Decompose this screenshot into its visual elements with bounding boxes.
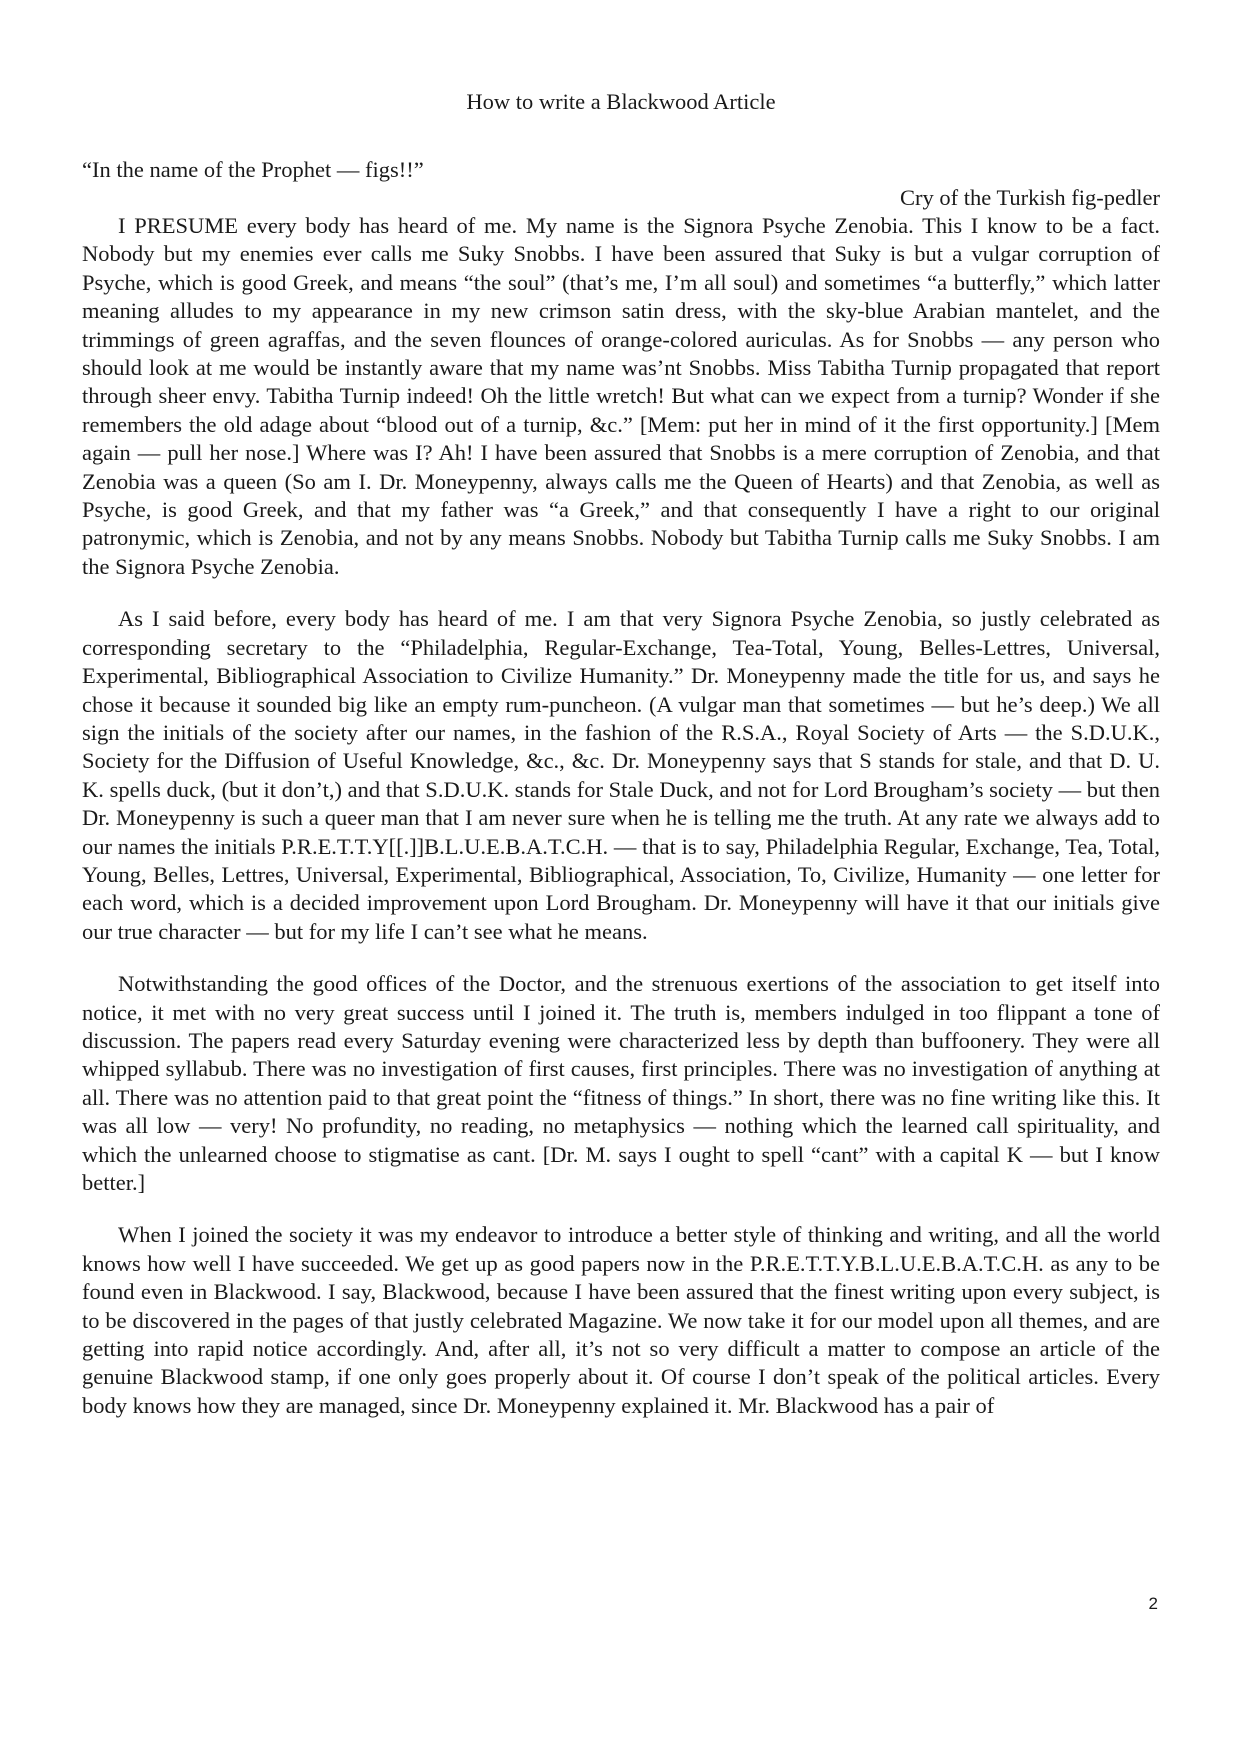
paragraph: Notwithstanding the good offices of the Doctor, and the strenuous exertions of the association to get itself into notice, it met with no very great success until I joined it. The truth is, members indulged in too flippant a tone of discussion. The papers read every Saturday evening were characterized less by depth than buffoonery. They were all whipped syllabub. There was no investigation of first causes, first principles. There was no investigation of anything at all. There was no attention paid to that great point the “fitness of things.” In short, there was no fine writing like this. It was all low — very! No profundity, no reading, no metaphysics — nothing which the learned call spirituality, and which the unlearned choose to stigmatise as cant. [Dr. M. says I ought to spell “cant” with a capital K — but I know better.] xyxy=(82,971,1160,1195)
epigraph: “In the name of the Prophet — figs!!” xyxy=(82,157,424,182)
paragraph: As I said before, every body has heard of me. I am that very Signora Psyche Zenobia, so justly celebrated as corresponding secretary to the “Philadelphia, Regular-Exchange, Tea-Total, Young, Belles-Lettres, Universal, Experimental, Bibliographical Association to Civilize Humanity.” Dr. Moneypenny made the title for us, and says he chose it because it sounded big like an empty rum-puncheon. (A vulgar man that sometimes — but he’s deep.) We all sign the initials of the society after our names, in the fashion of the R.S.A., Royal Society of Arts — the S.D.U.K., Society for the Diffusion of Useful Knowledge, &c., &c. Dr. Moneypenny says that S stands for stale, and that D. U. K. spells duck, (but it don’t,) and that S.D.U.K. stands for Stale Duck, and not for Lord Brougham’s society — but then Dr. Moneypenny is such a queer man that I am never sure when he is telling me the truth. At any rate we always add to our names the initials P.R.E.T.T.Y[[.]]B.L.U.E.B.A.T.C.H. — that is to say, Philadelphia Regular, Exchange, Tea, Total, Young, Belles, Lettres, Universal, Experimental, Bibliographical, Association, To, Civilize, Humanity — one letter for each word, which is a decided improvement upon Lord Brougham. Dr. Moneypenny will have it that our initials give our true character — but for my life I can’t see what he means. xyxy=(82,606,1160,944)
paragraph: I PRESUME every body has heard of me. My name is the Signora Psyche Zenobia. This I know to be a fact. Nobody but my enemies ever calls me Suky Snobbs. I have been assured that Suky is but a vulgar corruption of Psyche, which is good Greek, and means “the soul” (that’s me, I’m all soul) and sometimes “a butterfly,” which latter meaning alludes to my appearance in my new crimson satin dress, with the sky-blue Arabian mantelet, and the trimmings of green agraffas, and the seven flounces of orange-colored auriculas. As for Snobbs — any person who should look at me would be instantly aware that my name was’nt Snobbs. Miss Tabitha Turnip propagated that report through sheer envy. Tabitha Turnip indeed! Oh the little wretch! But what can we expect from a turnip? Wonder if she remembers the old adage about “blood out of a turnip, &c.” [Mem: put her in mind of it the first opportunity.] [Mem again — pull her nose.] Where was I? Ah! I have been assured that Snobbs is a mere corruption of Zenobia, and that Zenobia was a queen (So am I. Dr. Moneypenny, always calls me the Queen of Hearts) and that Zenobia, as well as Psyche, is good Greek, and that my father was “a Greek,” and that consequently I have a right to our original patronymic, which is Zenobia, and not by any means Snobbs. Nobody but Tabitha Turnip calls me Suky Snobbs. I am the Signora Psyche Zenobia. xyxy=(82,213,1160,579)
paragraph: When I joined the society it was my endeavor to introduce a better style of thinking and writing, and all the world knows how well I have succeeded. We get up as good papers now in the P.R.E.T.T.Y.B.L.U.E.B.A.T.C.H. as any to be found even in Blackwood. I say, Blackwood, because I have been assured that the finest writing upon every subject, is to be discovered in the pages of that justly celebrated Magazine. We now take it for our model upon all themes, and are getting into rapid notice accordingly. And, after all, it’s not so very difficult a matter to compose an article of the genuine Blackwood stamp, if one only goes properly about it. Of course I don’t speak of the political articles. Every body knows how they are managed, since Dr. Moneypenny explained it. Mr. Blackwood has a pair of xyxy=(82,1222,1160,1418)
page-title: How to write a Blackwood Article xyxy=(466,89,776,114)
epigraph-source: Cry of the Turkish fig-pedler xyxy=(900,185,1160,210)
page-number: 2 xyxy=(1148,1594,1158,1613)
document-page xyxy=(82,88,1160,1444)
